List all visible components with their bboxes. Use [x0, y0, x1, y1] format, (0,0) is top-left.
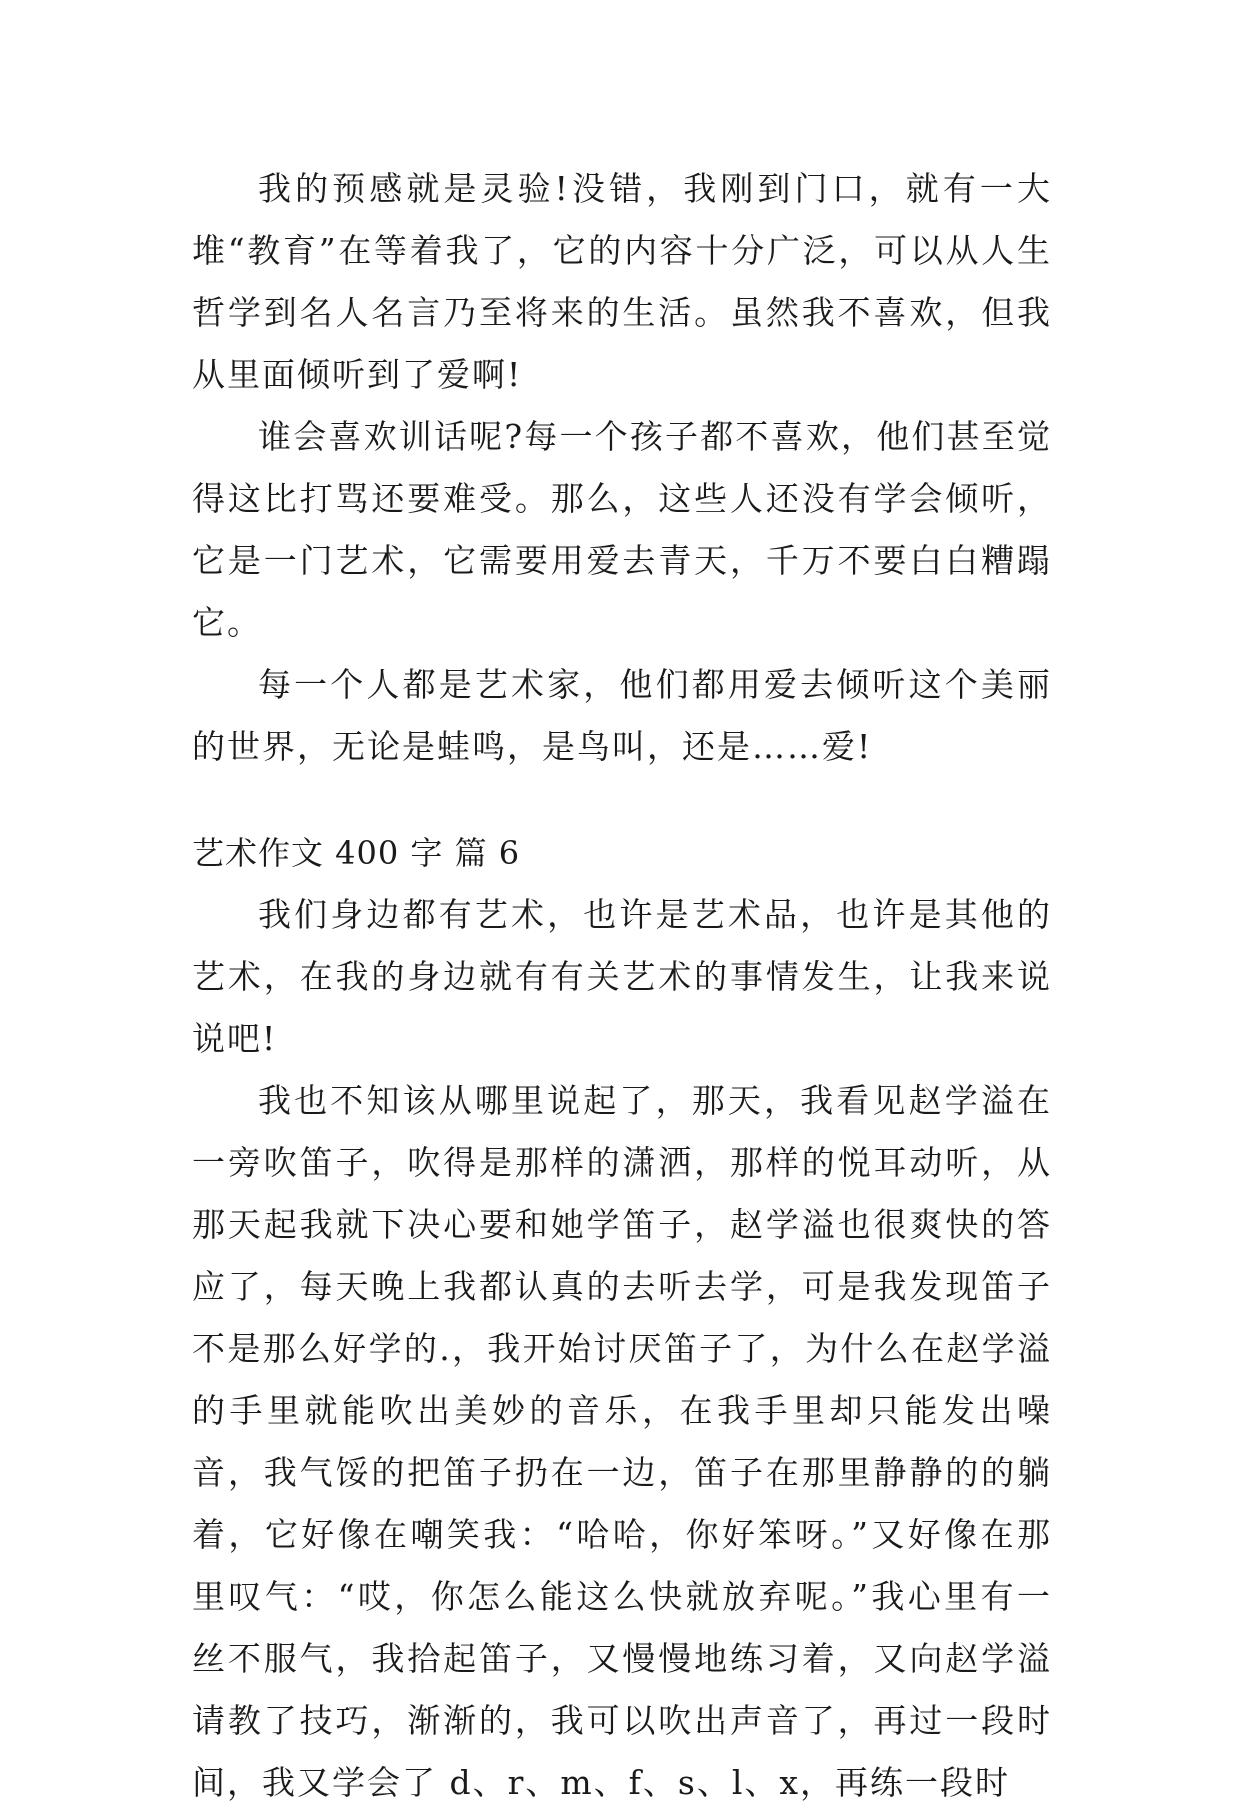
document-body	[192, 158, 1052, 1814]
paragraph: 我们身边都有艺术，也许是艺术品，也许是其他的艺术，在我的身边就有有关艺术的事情发生，让我来说说吧!	[192, 895, 1052, 1058]
paragraph: 每一个人都是艺术家，他们都用爱去倾听这个美丽的世界，无论是蛙鸣，是鸟叫，还是……爱!	[192, 665, 1052, 766]
paragraph: 我的预感就是灵验!没错，我刚到门口，就有一大堆“教育”在等着我了，它的内容十分广泛，可以从人生哲学到名人名言乃至将来的生活。虽然我不喜欢，但我从里面倾听到了爱啊!	[192, 169, 1052, 394]
paragraph: 谁会喜欢训话呢?每一个孩子都不喜欢，他们甚至觉得这比打骂还要难受。那么，这些人还没有学会倾听，它是一门艺术，它需要用爱去青天，千万不要白白糟蹋它。	[192, 417, 1052, 642]
section-heading: 艺术作文 400 字 篇 6	[192, 834, 521, 872]
paragraph: 我也不知该从哪里说起了，那天，我看见赵学溢在一旁吹笛子，吹得是那样的潇洒，那样的悦耳动听，从那天起我就下决心要和她学笛子，赵学溢也很爽快的答应了，每天晚上我都认真的去听去学，可是我发现笛子不是那么好学的.，我开始讨厌笛子了，为什么在赵学溢的手里就能吹出美妙的音乐，在我手里却只能发出噪音，我气馁的把笛子扔在一边，笛子在那里静静的的躺着，它好像在嘲笑我：“哈哈，你好笨呀。”又好像在那里叹气：“哎，你怎么能这么快就放弃呢。”我心里有一丝不服气，我拾起笛子，又慢慢地练习着，又向赵学溢请教了技巧，渐渐的，我可以吹出声音了，再过一段时间，我又学会了 d、r、m、f、s、l、x，再练一段时	[192, 1081, 1052, 1802]
